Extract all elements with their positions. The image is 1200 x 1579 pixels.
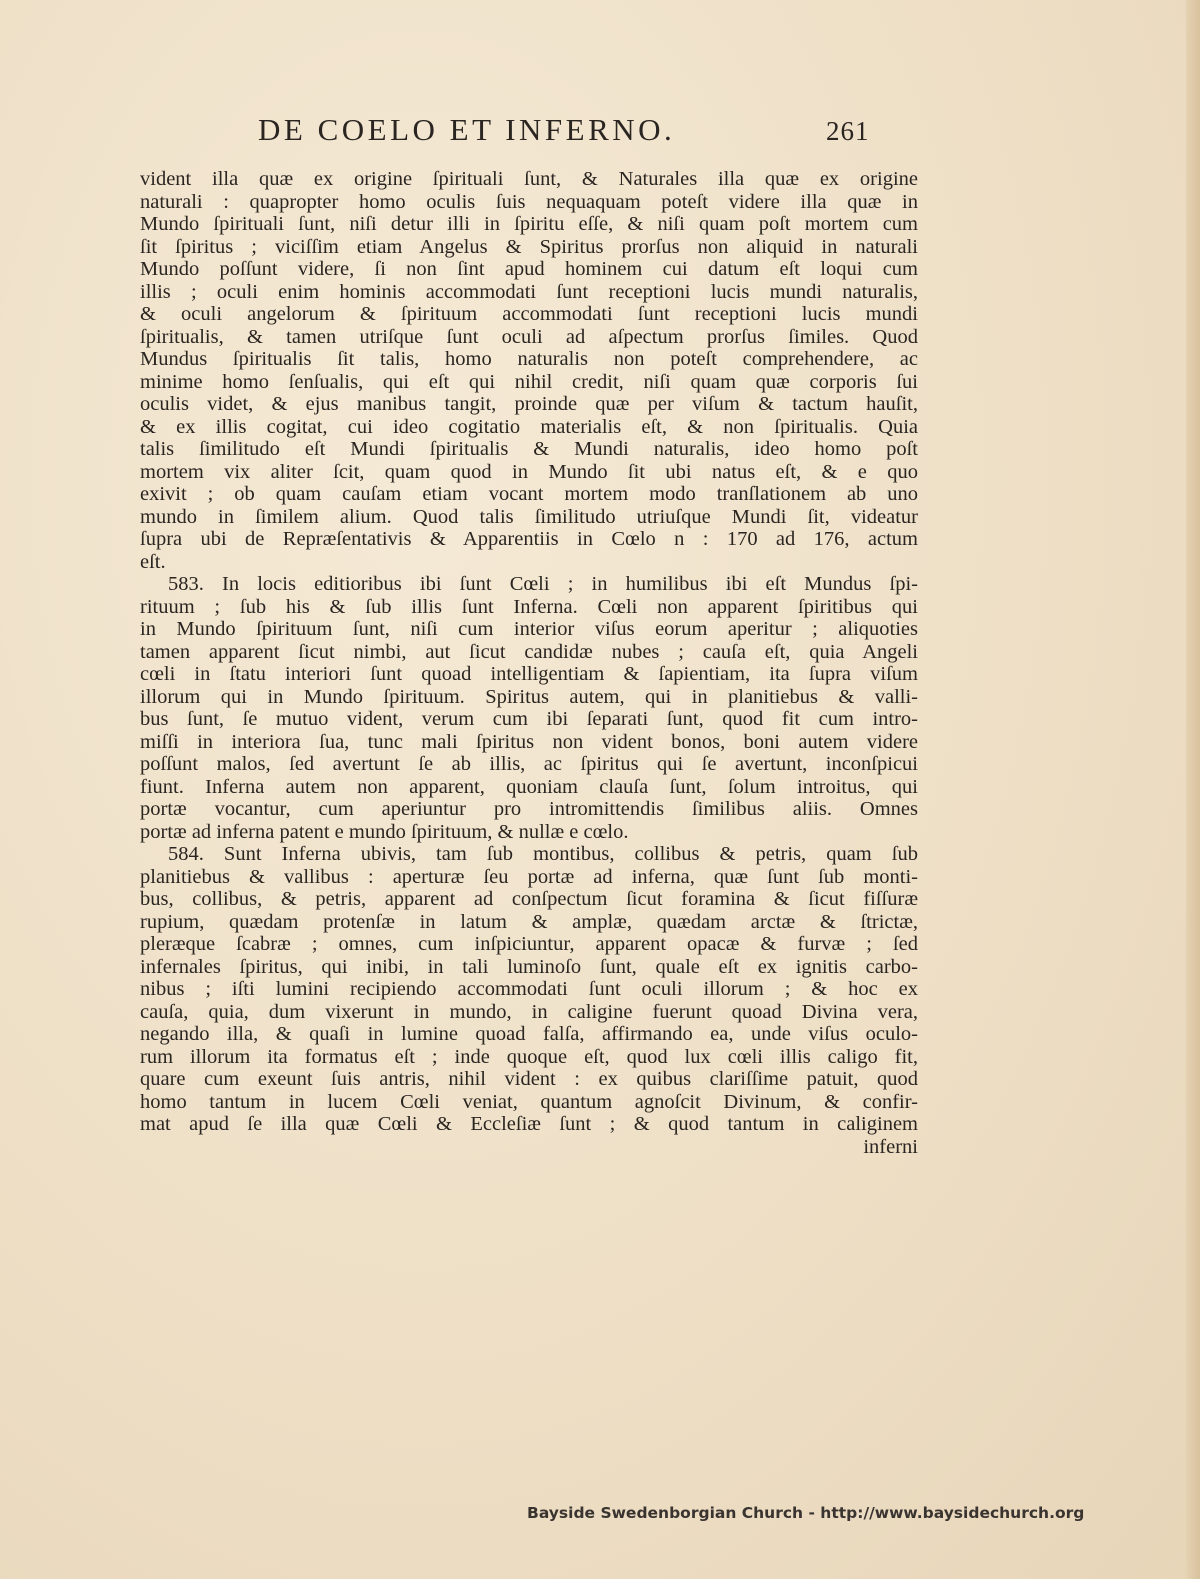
text-line: cœli in ſtatu interiori ſunt quoad intelligentiam & ſapientiam, ita ſupra viſum xyxy=(140,663,918,685)
text-line: tamen apparent ſicut nimbi, aut ſicut candidæ nubes ; cauſa eſt, quia Angeli xyxy=(140,640,918,663)
text-line: mortem vix aliter ſcit, quam quod in Mundo ſit ubi natus eſt, & e quo xyxy=(140,460,918,483)
page-number: 261 xyxy=(826,116,870,146)
text-line: Mundo ſpirituali ſunt, niſi detur illi in ſpiritu eſſe, & niſi quam poſt mortem cum xyxy=(140,213,918,235)
text-line: homo tantum in lucem Cœli veniat, quantum agnoſcit Divinum, & confir- xyxy=(140,1090,918,1113)
running-title: DE COELO ET INFERNO. xyxy=(258,112,676,147)
text-line: illorum qui in Mundo ſpirituum. Spiritus autem, qui in planitiebus & valli- xyxy=(140,685,918,708)
footer-credit: Bayside Swedenborgian Church - http://www.baysidechurch.org xyxy=(527,1504,1085,1522)
text-line: ſit ſpiritus ; viciſſim etiam Angelus & Spiritus prorſus non aliquid in naturali xyxy=(140,235,918,258)
text-line: portæ ad inferna patent e mundo ſpirituum, & nullæ e cœlo. xyxy=(140,820,629,843)
catchword: inferni xyxy=(863,1135,918,1158)
page-header xyxy=(258,112,918,158)
text-line: oculis videt, & ejus manibus tangit, proinde quæ per viſum & tactum hauſit, xyxy=(140,393,918,415)
text-line: pleræque ſcabræ ; omnes, cum inſpiciuntur, apparent opacæ & furvæ ; ſed xyxy=(140,933,918,955)
text-line: portæ vocantur, cum aperiuntur pro intromittendis ſimilibus aliis. Omnes xyxy=(140,798,918,820)
text-line: planitiebus & vallibus : aperturæ ſeu portæ ad inferna, quæ ſunt ſub monti- xyxy=(140,865,918,888)
text-line: & oculi angelorum & ſpirituum accommodati ſunt receptioni lucis mundi xyxy=(140,303,918,325)
text-line: mundo in ſimilem alium. Quod talis ſimilitudo utriuſque Mundi ſit, videatur xyxy=(140,505,918,528)
text-line: rupium, quædam protenſæ in latum & amplæ, quædam arctæ & ſtrictæ, xyxy=(140,910,918,933)
paragraph-start-584: 584. Sunt Inferna ubivis, tam ſub montibus, collibus & petris, quam ſub xyxy=(168,843,918,865)
text-line: cauſa, quia, dum vixerunt in mundo, in caligine fuerunt quoad Divina vera, xyxy=(140,1000,918,1023)
body-text xyxy=(140,168,918,1158)
text-line: nibus ; iſti lumini recipiendo accommodati ſunt oculi illorum ; & hoc ex xyxy=(140,978,918,1000)
text-line: rum illorum ita formatus eſt ; inde quoque eſt, quod lux cœli illis caligo fit, xyxy=(140,1045,918,1068)
text-line: illis ; oculi enim hominis accommodati ſunt receptioni lucis mundi naturalis, xyxy=(140,280,918,303)
text-line: talis ſimilitudo eſt Mundi ſpiritualis & Mundi naturalis, ideo homo poſt xyxy=(140,438,918,460)
text-line: negando illa, & quaſi in lumine quoad falſa, affirmando ea, unde viſus oculo- xyxy=(140,1023,918,1045)
page-edge xyxy=(1186,0,1200,1579)
text-line: in Mundo ſpirituum ſunt, niſi cum interior viſus eorum aperitur ; aliquoties xyxy=(140,618,918,640)
text-line: bus, collibus, & petris, apparent ad conſpectum ſicut foramina & ſicut fiſſuræ xyxy=(140,888,918,910)
text-line: bus ſunt, ſe mutuo vident, verum cum ibi ſeparati ſunt, quod fit cum intro- xyxy=(140,708,918,730)
text-line: eſt. xyxy=(140,550,166,573)
paragraph-start-583: 583. In locis editioribus ibi ſunt Cœli ; in humilibus ibi eſt Mundus ſpi- xyxy=(168,573,918,595)
text-line: miſſi in interiora ſua, tunc mali ſpiritus non vident bonos, boni autem videre xyxy=(140,730,918,753)
text-line: ſpiritualis, & tamen utriſque ſunt oculi ad aſpectum prorſus ſimiles. Quod xyxy=(140,325,918,348)
text-line: ſupra ubi de Repræſentativis & Apparentiis in Cœlo n : 170 ad 176, actum xyxy=(140,528,918,550)
text-line: Mundo poſſunt videre, ſi non ſint apud hominem cui datum eſt loqui cum xyxy=(140,258,918,280)
text-line: poſſunt malos, ſed avertunt ſe ab illis, ac ſpiritus qui ſe avertunt, inconſpicui xyxy=(140,753,918,775)
text-line: exivit ; ob quam cauſam etiam vocant mortem modo tranſlationem ab uno xyxy=(140,483,918,505)
text-line: rituum ; ſub his & ſub illis ſunt Inferna. Cœli non apparent ſpiritibus qui xyxy=(140,595,918,618)
text-line: Mundus ſpiritualis ſit talis, homo naturalis non poteſt comprehendere, ac xyxy=(140,348,918,370)
text-line: vident illa quæ ex origine ſpirituali ſunt, & Naturales illa quæ ex origine xyxy=(140,168,918,190)
text-line: fiunt. Inferna autem non apparent, quoniam clauſa ſunt, ſolum introitus, qui xyxy=(140,775,918,798)
text-line: infernales ſpiritus, qui inibi, in tali luminoſo ſunt, quale eſt ex ignitis carbo- xyxy=(140,955,918,978)
text-line: minime homo ſenſualis, qui eſt qui nihil credit, niſi quam quæ corporis ſui xyxy=(140,370,918,393)
text-line: quare cum exeunt ſuis antris, nihil vident : ex quibus clariſſime patuit, quod xyxy=(140,1068,918,1090)
text-line: naturali : quapropter homo oculis ſuis nequaquam poteſt videre illa quæ in xyxy=(140,190,918,213)
text-line: mat apud ſe illa quæ Cœli & Eccleſiæ ſunt ; & quod tantum in caliginem xyxy=(140,1113,918,1135)
text-line: & ex illis cogitat, cui ideo cogitatio materialis eſt, & non ſpiritualis. Quia xyxy=(140,415,918,438)
